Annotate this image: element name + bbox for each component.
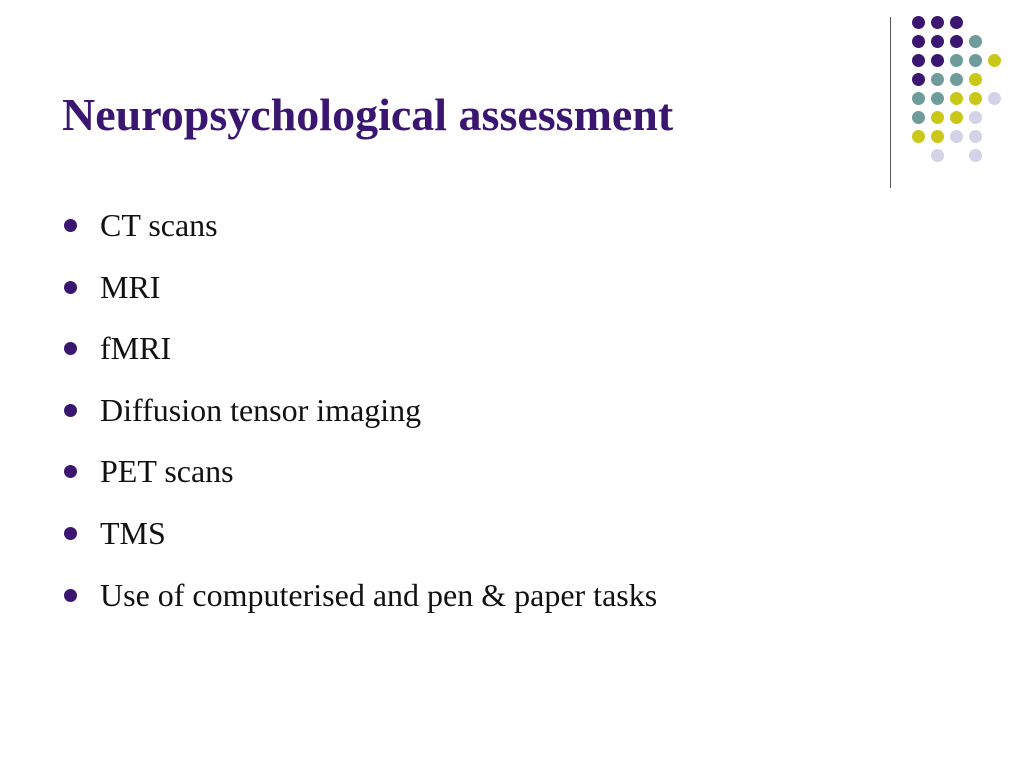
bullet-dot (64, 342, 77, 355)
decor-dot (912, 16, 925, 29)
decor-dot (931, 35, 944, 48)
bullet-dot (64, 219, 77, 232)
decor-dot (912, 111, 925, 124)
decor-dot (950, 111, 963, 124)
decor-dot (931, 73, 944, 86)
decor-dot (950, 92, 963, 105)
list-item-text: CT scans (100, 207, 218, 243)
list-item (64, 450, 657, 512)
decor-dot (988, 92, 1001, 105)
list-item (64, 512, 657, 574)
decor-dot (969, 149, 982, 162)
list-item-text: TMS (100, 514, 166, 551)
decor-dot (931, 130, 944, 143)
decor-dot (969, 35, 982, 48)
list-item (64, 327, 657, 389)
slide-title: Neuropsychological assessment (62, 89, 674, 140)
decor-dot (912, 54, 925, 67)
list-item (64, 204, 657, 266)
decor-dot (969, 54, 982, 67)
decor-dot (950, 35, 963, 48)
list-item-text: PET scans (100, 453, 234, 490)
bullet-dot (64, 281, 77, 294)
title-divider-line (890, 17, 891, 188)
bullet-dot (64, 404, 77, 417)
bullet-dot (64, 527, 77, 540)
decor-dot (950, 130, 963, 143)
decor-dot (912, 92, 925, 105)
decor-dot (950, 16, 963, 29)
decor-dot (931, 92, 944, 105)
bullet-list (64, 204, 657, 635)
decor-dot (931, 111, 944, 124)
list-item-text: Diffusion tensor imaging (100, 391, 422, 428)
list-item-text: fMRI (100, 330, 172, 367)
list-item (64, 266, 657, 328)
decor-dot (969, 130, 982, 143)
list-item (64, 389, 657, 451)
decor-dot (969, 73, 982, 86)
bullet-dot (64, 589, 77, 602)
decor-dot (969, 92, 982, 105)
list-item (64, 574, 657, 636)
decor-dot (931, 16, 944, 29)
decor-dot (950, 73, 963, 86)
decor-dot (988, 54, 1001, 67)
decor-dot (912, 130, 925, 143)
decor-dot (912, 73, 925, 86)
decor-dot (931, 149, 944, 162)
decor-dot (912, 35, 925, 48)
decor-dot (931, 54, 944, 67)
decor-dot (950, 54, 963, 67)
decor-dot (969, 111, 982, 124)
list-item-text: MRI (100, 268, 161, 305)
bullet-dot (64, 465, 77, 478)
list-item-text: Use of computerised and pen & paper tasks (100, 576, 658, 613)
